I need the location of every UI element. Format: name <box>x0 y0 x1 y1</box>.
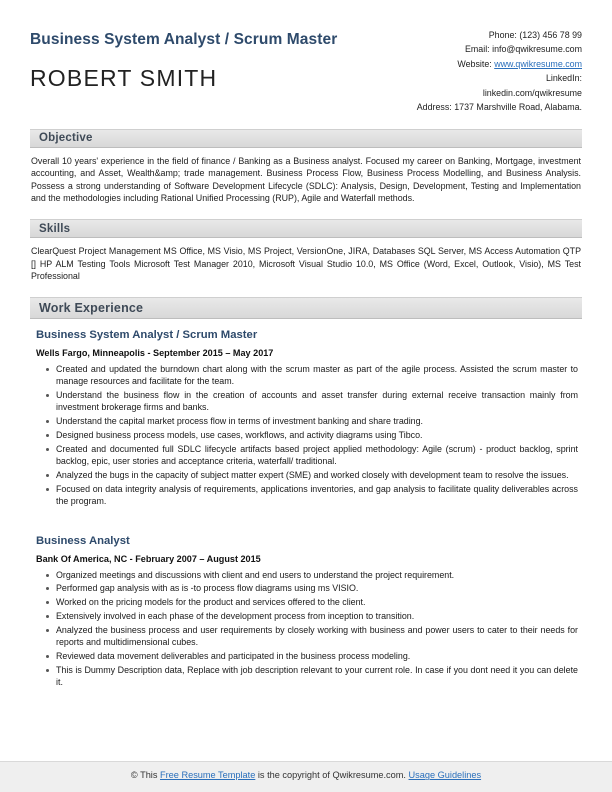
list-item: Extensively involved in each phase of the development process from inception to transition. <box>56 610 582 622</box>
spacer <box>30 509 582 525</box>
section-title-skills: Skills <box>39 222 71 235</box>
list-item: Designed business process models, use cases, workflows, and activity diagrams using Tibco. <box>56 429 582 441</box>
job-role: Business Analyst <box>36 534 130 547</box>
section-header-skills <box>30 219 582 238</box>
contact-phone: Phone: (123) 456 78 99 <box>488 30 582 40</box>
job-entry <box>30 329 582 507</box>
linkedin-url: linkedin.com/qwikresume <box>482 87 582 98</box>
list-item: Created and updated the burndown chart along with the scrum master as part of the agile process. Assisted the scrum master to manage resources and facilitate for the team. <box>56 363 582 388</box>
job-entry <box>30 535 582 689</box>
job-company: Bank Of America, NC - February 2007 – August 2015 <box>36 553 261 564</box>
section-header-work-experience <box>30 297 582 319</box>
contact-website <box>379 57 582 71</box>
free-resume-template-link[interactable]: Free Resume Template <box>160 770 256 781</box>
list-item: This is Dummy Description data, Replace with job description relevant to your current role. In case if you dont need it you can delete it. <box>56 664 582 689</box>
list-item: Analyzed the business process and user requirements by closely working with business and power users to cater to their needs for reports and multidimensional cubes. <box>56 624 582 649</box>
candidate-name: ROBERT SMITH <box>30 64 218 91</box>
footer-prefix: © This <box>130 770 158 781</box>
website-link[interactable]: www.qwikresume.com <box>494 58 582 69</box>
page-title: Business System Analyst / Scrum Master <box>30 31 338 48</box>
footer-middle: is the copyright of Qwikresume.com. <box>257 770 406 781</box>
section-title-objective: Objective <box>39 132 93 145</box>
contact-address: Address: 1737 Marshville Road, Alabama. <box>416 102 582 113</box>
contact-email: Email: info@qwikresume.com <box>464 44 582 55</box>
list-item: Understand the business flow in the creation of accounts and asset transfer during external receive transaction mainly from investment brokerage firms and banks. <box>56 389 582 414</box>
list-item: Understand the capital market process flow in terms of investment banking and share trading. <box>56 415 582 427</box>
linkedin-label: LinkedIn: <box>545 73 582 84</box>
list-item: Focused on data integrity analysis of requirements, applications inventories, and gap analysis to facilitate quality deliverables across the program. <box>56 483 582 508</box>
job-bullets <box>30 363 582 507</box>
page-footer <box>0 761 612 792</box>
contact-block <box>379 26 582 115</box>
usage-guidelines-link[interactable]: Usage Guidelines <box>408 770 482 781</box>
resume-header <box>30 26 582 115</box>
job-role: Business System Analyst / Scrum Master <box>36 329 258 342</box>
list-item: Performed gap analysis with as is -to process flow diagrams using ms VISIO. <box>56 582 582 594</box>
objective-text: Overall 10 years' experience in the field of finance / Banking as a Business analyst. Focused my career on Banking, Mortgage, investment accounting, and Asset, Wealth&amp; trade management. Business Process Flow, Business Process Modelling, and Business Analysis. Possess a strong understanding of Software Development Lifecycle (SDLC): Analysis, Design, Development, Testing and Implementation and the methodologies including Rational Unified Processing (RUP), Agile and Waterfall methods. <box>31 155 581 204</box>
job-company: Wells Fargo, Minneapolis - September 2015 – May 2017 <box>36 348 274 359</box>
section-header-objective <box>30 129 582 148</box>
list-item: Worked on the pricing models for the product and services offered to the client. <box>56 596 582 608</box>
skills-text: ClearQuest Project Management MS Office, MS Visio, MS Project, VersionOne, JIRA, Databases SQL Server, MS Access Automation QTP [] HP ALM Testing Tools Microsoft Test Manager 2010, Microsoft Visual Studio 10.0, MS Office (Word, Excel, Outlook, Visio), MS Test Professional <box>31 246 581 282</box>
section-title-work-experience: Work Experience <box>39 301 144 316</box>
job-bullets <box>30 569 582 689</box>
list-item: Organized meetings and discussions with client and end users to understand the project requirement. <box>56 569 582 581</box>
list-item: Reviewed data movement deliverables and participated in the business process modeling. <box>56 650 582 662</box>
list-item: Created and documented full SDLC lifecycle artifacts based project applied methodology: Agile (scrum) - product backlog, sprint backlog, epic, user stories and acceptance criteria, waterfall/ traditional. <box>56 443 582 468</box>
website-label: Website: <box>457 58 492 69</box>
header-left <box>30 26 379 92</box>
list-item: Analyzed the bugs in the capacity of subject matter expert (SME) and worked closely with development team to resolve the issues. <box>56 469 582 481</box>
